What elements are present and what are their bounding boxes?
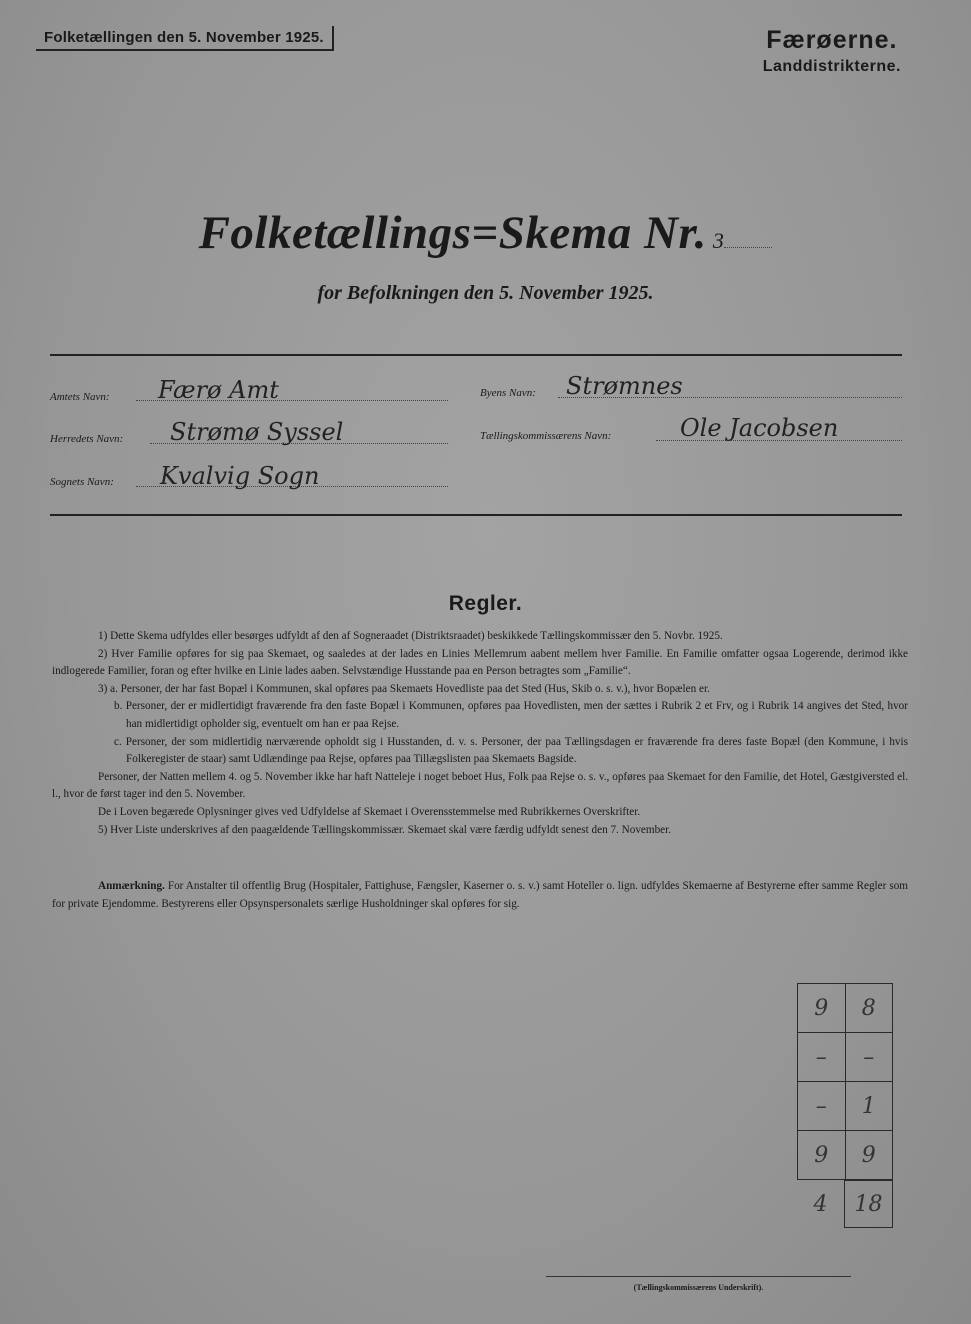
tally-cell: 9 <box>845 1131 893 1179</box>
tally-row <box>797 1082 893 1131</box>
tally-row <box>797 1180 893 1228</box>
amt-value: Færø Amt <box>158 376 279 404</box>
tally-box <box>797 983 893 1228</box>
form-number: 3 <box>712 228 725 253</box>
herred-label: Herredets Navn: <box>50 433 124 445</box>
kommissaer-value: Ole Jacobsen <box>680 414 839 442</box>
top-divider <box>50 354 902 356</box>
rules-list <box>52 628 908 839</box>
sogn-value: Kvalvig Sogn <box>160 462 320 490</box>
rule-5: 5) Hver Liste underskrives af den paagældende Tællingskommissær. Skemaet skal være færdig udfyldt senest den 7. November. <box>98 823 672 836</box>
rule-3a: 3) a. Personer, der har fast Bopæl i Kommunen, skal opføres paa Skemaets Hovedliste paa det Sted (Hus, Skib o. s. v.), hvor Bopælen er. <box>98 682 710 695</box>
tally-cell: 9 <box>814 995 829 1021</box>
herred-value: Strømø Syssel <box>170 418 344 446</box>
byen-value: Strømnes <box>566 372 683 400</box>
remark-label: Anmærkning. <box>98 880 165 892</box>
rule-4: De i Loven begærede Oplysninger gives ved Udfyldelse af Skemaet i Overensstemmelse med Rubrikkernes Overskrifter. <box>98 805 641 818</box>
tally-cell: – <box>815 1093 827 1119</box>
rule-2: 2) Hver Familie opføres for sig paa Skemaet, og saaledes at der lades en Linies Mellemrum aabent mellem hver Familie. En Familie omfatter ogsaa Logerende, derimod ikke indlogerede Familier, foran og efter hvilke en Linie lades aaben. Selvstændige Husstande paa en Person betragtes som „Familie“. <box>52 647 908 678</box>
signature-line <box>546 1276 851 1277</box>
form-title <box>0 206 971 260</box>
remark-paragraph <box>52 878 908 913</box>
kommissaer-label: Tællingskommissærens Navn: <box>480 430 612 442</box>
rules-heading: Regler. <box>448 592 523 615</box>
form-subtitle: for Befolkningen den 5. November 1925. <box>317 282 654 304</box>
sogn-label: Sognets Navn: <box>50 476 114 488</box>
tally-cell: 9 <box>814 1142 829 1168</box>
tally-row <box>797 1033 893 1082</box>
tally-row <box>797 983 893 1033</box>
tally-cell: – <box>815 1044 827 1070</box>
tally-cell: 18 <box>844 1180 893 1228</box>
tally-cell: 1 <box>845 1082 893 1130</box>
region-block <box>763 26 901 76</box>
tally-row <box>797 1131 893 1180</box>
tally-cell: 4 <box>813 1191 828 1217</box>
signature-label: (Tællingskommissærens Underskrift). <box>633 1283 764 1292</box>
remark-text: For Anstalter til offentlig Brug (Hospitaler, Fattighuse, Fængsler, Kaserner o. s. v.) samt Hoteller o. lign. udfyldes Skemaerne af Bestyrerne efter samme Regler som for private Ejendomme. Bestyrerens eller Opsynspersonalets særlige Husholdninger skal opføres for sig. <box>52 880 909 910</box>
rule-1: 1) Dette Skema udfyldes eller besørges udfyldt af den af Sogneraadet (Distriktsraadet) beskikkede Tællingskommissær den 5. Novbr. 1925. <box>98 630 723 642</box>
tally-cell: – <box>845 1033 893 1081</box>
form-number-line <box>724 247 772 248</box>
byen-label: Byens Navn: <box>480 387 536 399</box>
form-title-text: Folketællings=Skema Nr. <box>198 207 707 259</box>
region-title: Færøerne. <box>766 26 898 54</box>
rule-3d: Personer, der Natten mellem 4. og 5. November ikke har haft Natteleje i noget beboet Hus, Folk paa Rejse o. s. v., opføres paa Skemaet for den Familie, det Hotel, Gæstgiversted el. l., hvor de først tager ind den 5. November. <box>52 770 908 801</box>
rule-3b: b. Personer, der er midlertidigt fraværende fra den faste Bopæl i Kommunen, opføres paa Hovedlisten, men der sættes i Rubrik 2 et Frv, og i Rubrik 14 angives det Sted, hvor han midlertidigt opholder sig, eventuelt om han er paa Rejse. <box>114 700 908 730</box>
tally-cell: 8 <box>845 984 893 1032</box>
rule-3c: c. Personer, der som midlertidig nærværende opholdt sig i Husstanden, d. v. s. Personer, der paa Tællingsdagen er fraværende fra deres faste Bopæl (den Kommune, i hvis Folkeregister de staar) samt Udlændinge paa Rejse, opføres paa Tillægslisten paa Skemaets Bagside. <box>114 735 908 766</box>
bottom-divider <box>50 514 902 516</box>
census-date-label: Folketællingen den 5. November 1925. <box>36 26 334 51</box>
amt-label: Amtets Navn: <box>50 391 110 403</box>
region-subtitle: Landdistrikterne. <box>762 58 901 75</box>
